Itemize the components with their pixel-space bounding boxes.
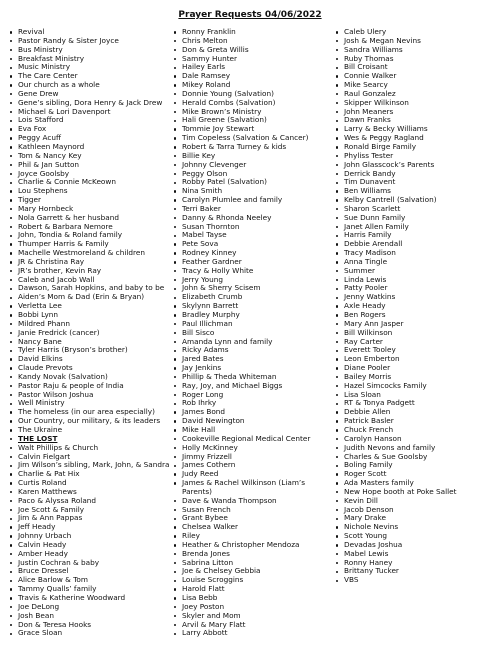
- prayer-request-item: Machelle Westmoreland & children: [8, 249, 169, 258]
- prayer-request-item: Bobbi Lynn: [8, 311, 169, 320]
- prayer-request-item: Mary Hornbeck: [8, 205, 169, 214]
- prayer-request-item: Don & Greta Willis: [172, 46, 310, 55]
- prayer-request-item: Lisa Sloan: [334, 391, 457, 400]
- prayer-request-item: The Ukraine: [8, 426, 169, 435]
- prayer-request-item: Alice Barlow & Tom: [8, 576, 169, 585]
- prayer-request-item: Danny & Rhonda Neeley: [172, 214, 310, 223]
- prayer-request-item: Joyce Goolsby: [8, 170, 169, 179]
- prayer-request-item: New Hope booth at Poke Sallet: [334, 488, 457, 497]
- prayer-request-item: Sharon Scarlett: [334, 205, 457, 214]
- page-title: Prayer Requests 04/06/2022: [178, 10, 322, 20]
- prayer-request-item: Mabel Lewis: [334, 550, 457, 559]
- prayer-request-item: Jim & Ann Pappas: [8, 514, 169, 523]
- prayer-request-item: Kelby Cantrell (Salvation): [334, 196, 457, 205]
- prayer-request-item: Calvin Heady: [8, 541, 169, 550]
- prayer-request-item: Anna Tingle: [334, 258, 457, 267]
- prayer-request-item: Axle Heady: [334, 302, 457, 311]
- prayer-request-item: Linda Lewis: [334, 276, 457, 285]
- prayer-request-item: Ben Williams: [334, 187, 457, 196]
- prayer-request-item: Jay Jenkins: [172, 364, 310, 373]
- section-heading-the-lost: THE LOST: [8, 435, 169, 444]
- prayer-request-item: Tim Copeless (Salvation & Cancer): [172, 134, 310, 143]
- prayer-request-item: Diane Pooler: [334, 364, 457, 373]
- prayer-request-item: Wes & Peggy Ragland: [334, 134, 457, 143]
- prayer-request-item: Nina Smith: [172, 187, 310, 196]
- prayer-request-item: James Cothern: [172, 461, 310, 470]
- prayer-request-item: The Care Center: [8, 72, 169, 81]
- prayer-request-item: Jenny Watkins: [334, 293, 457, 302]
- prayer-request-item: Pastor Raju & people of India: [8, 382, 169, 391]
- prayer-request-item: Michael & Lori Davenport: [8, 108, 169, 117]
- prayer-request-item: Mabel Tayse: [172, 231, 310, 240]
- prayer-request-item: Chuck French: [334, 426, 457, 435]
- prayer-request-item: Ronald Birge Family: [334, 143, 457, 152]
- prayer-request-item: Devadas Joshua: [334, 541, 457, 550]
- prayer-request-item: Tammy Qualls’ family: [8, 585, 169, 594]
- prayer-request-item: Judy Reed: [172, 470, 310, 479]
- prayer-request-item: Janie Fredrick (cancer): [8, 329, 169, 338]
- prayer-request-item: Amanda Lynn and family: [172, 338, 310, 347]
- prayer-request-item: James & Rachel Wilkinson (Liam’s: [172, 479, 310, 488]
- prayer-request-item: RT & Tonya Padgett: [334, 399, 457, 408]
- prayer-request-item: Terri Baker: [172, 205, 310, 214]
- prayer-request-item: Revival: [8, 28, 169, 37]
- prayer-list-column-3: [334, 28, 457, 585]
- prayer-request-item: Phyliss Tester: [334, 152, 457, 161]
- prayer-request-item: Justin Cochran & baby: [8, 559, 169, 568]
- prayer-request-item: Bradley Murphy: [172, 311, 310, 320]
- prayer-request-item: Brenda Jones: [172, 550, 310, 559]
- prayer-request-item: Amber Heady: [8, 550, 169, 559]
- prayer-request-item: Carolyn Hanson: [334, 435, 457, 444]
- prayer-request-item: Well Ministry: [8, 399, 169, 408]
- prayer-request-item: Hali Greene (Salvation): [172, 116, 310, 125]
- prayer-request-item: Jared Bates: [172, 355, 310, 364]
- prayer-request-item: Grant Bybee: [172, 514, 310, 523]
- prayer-request-item: Roger Long: [172, 391, 310, 400]
- prayer-request-item: Thumper Harris & Family: [8, 240, 169, 249]
- prayer-request-item: Gene Drew: [8, 90, 169, 99]
- prayer-request-item: Rob Ihrky: [172, 399, 310, 408]
- prayer-request-item: Dale Ramsey: [172, 72, 310, 81]
- prayer-request-item: Tommie Joy Stewart: [172, 125, 310, 134]
- prayer-request-item: Summer: [334, 267, 457, 276]
- prayer-request-item: Tracy Madison: [334, 249, 457, 258]
- prayer-request-item: Joe & Chelsey Gebbia: [172, 567, 310, 576]
- prayer-request-item: Ray Carter: [334, 338, 457, 347]
- prayer-request-item: JR & Christina Ray: [8, 258, 169, 267]
- prayer-request-item: Mary Ann Jasper: [334, 320, 457, 329]
- prayer-request-item: Ruby Thomas: [334, 55, 457, 64]
- prayer-request-item: Skyler and Mom: [172, 612, 310, 621]
- prayer-request-item: Gene’s sibling, Dora Henry & Jack Drew: [8, 99, 169, 108]
- prayer-list-column-2: [172, 28, 310, 638]
- prayer-request-item: Mildred Phann: [8, 320, 169, 329]
- prayer-request-item: Debbie Allen: [334, 408, 457, 417]
- prayer-request-item: Patty Pooler: [334, 284, 457, 293]
- prayer-request-item: Dave & Wanda Thompson: [172, 497, 310, 506]
- prayer-request-item: The homeless (in our area especially): [8, 408, 169, 417]
- prayer-request-item: Walt Phillips & Church: [8, 444, 169, 453]
- prayer-request-item: Robby Patel (Salvation): [172, 178, 310, 187]
- prayer-request-item: Elizabeth Crumb: [172, 293, 310, 302]
- prayer-request-item: Cookeville Regional Medical Center: [172, 435, 310, 444]
- prayer-request-item: Ronny Franklin: [172, 28, 310, 37]
- prayer-request-item: Riley: [172, 532, 310, 541]
- prayer-request-item: JR’s brother, Kevin Ray: [8, 267, 169, 276]
- prayer-request-item: Herald Combs (Salvation): [172, 99, 310, 108]
- prayer-request-item: Pete Sova: [172, 240, 310, 249]
- prayer-request-item: Joe DeLong: [8, 603, 169, 612]
- prayer-request-item: Hailey Earls: [172, 63, 310, 72]
- prayer-request-item: Pastor Wilson Joshua: [8, 391, 169, 400]
- prayer-request-item: John & Sherry Scisem: [172, 284, 310, 293]
- prayer-request-item: Hazel Simcocks Family: [334, 382, 457, 391]
- prayer-request-item: Kevin Dill: [334, 497, 457, 506]
- prayer-request-item: Paco & Alyssa Roland: [8, 497, 169, 506]
- prayer-request-item: Ada Masters family: [334, 479, 457, 488]
- prayer-request-item: Claude Prevots: [8, 364, 169, 373]
- prayer-request-item: Lisa Bebb: [172, 594, 310, 603]
- prayer-request-item: Mikey Roland: [172, 81, 310, 90]
- prayer-request-item: Harold Flatt: [172, 585, 310, 594]
- prayer-request-item: Susan Thornton: [172, 223, 310, 232]
- prayer-request-item: Charles & Sue Goolsby: [334, 453, 457, 462]
- prayer-request-item: Robert & Barbara Nemore: [8, 223, 169, 232]
- prayer-request-item: Charlie & Connie McKeown: [8, 178, 169, 187]
- prayer-request-item: Pastor Randy & Sister Joyce: [8, 37, 169, 46]
- prayer-request-item: Harris Family: [334, 231, 457, 240]
- prayer-request-item: Mike Searcy: [334, 81, 457, 90]
- prayer-request-item: James Bond: [172, 408, 310, 417]
- prayer-request-item: Everett Tooley: [334, 346, 457, 355]
- prayer-request-item: Scott Young: [334, 532, 457, 541]
- prayer-request-item: Jimmy Frizzell: [172, 453, 310, 462]
- prayer-request-item: Dawson, Sarah Hopkins, and baby to be: [8, 284, 169, 293]
- prayer-request-item: Phillip & Theda Whiteman: [172, 373, 310, 382]
- prayer-request-item: Aiden’s Mom & Dad (Erin & Bryan): [8, 293, 169, 302]
- prayer-request-item: Skylynn Barrett: [172, 302, 310, 311]
- prayer-request-item: Donnie Young (Salvation): [172, 90, 310, 99]
- prayer-request-item: Verletta Lee: [8, 302, 169, 311]
- prayer-request-item: David Newington: [172, 417, 310, 426]
- prayer-request-item: Leon Emberton: [334, 355, 457, 364]
- prayer-request-item: Our Country, our military, & its leaders: [8, 417, 169, 426]
- prayer-request-item: Susan French: [172, 506, 310, 515]
- prayer-request-item: Jerry Young: [172, 276, 310, 285]
- prayer-request-item: John, Tondia & Roland family: [8, 231, 169, 240]
- prayer-request-item: Peggy Olson: [172, 170, 310, 179]
- prayer-request-item: Joey Poston: [172, 603, 310, 612]
- prayer-request-item: John Meaners: [334, 108, 457, 117]
- prayer-request-item: Karen Matthews: [8, 488, 169, 497]
- prayer-request-item: Johnny Clevenger: [172, 161, 310, 170]
- prayer-request-item: Robert & Tarra Turney & kids: [172, 143, 310, 152]
- prayer-request-item: Derrick Bandy: [334, 170, 457, 179]
- prayer-request-item: Dawn Franks: [334, 116, 457, 125]
- prayer-request-item: Nichole Nevins: [334, 523, 457, 532]
- prayer-request-item: Johnny Urbach: [8, 532, 169, 541]
- prayer-request-item: Bus Ministry: [8, 46, 169, 55]
- prayer-request-item: Tracy & Holly White: [172, 267, 310, 276]
- prayer-request-item: Don & Teresa Hooks: [8, 621, 169, 630]
- prayer-request-item: Bill Sisco: [172, 329, 310, 338]
- prayer-request-item: Connie Walker: [334, 72, 457, 81]
- prayer-request-item: Patrick Basler: [334, 417, 457, 426]
- prayer-request-item: Sammy Hunter: [172, 55, 310, 64]
- prayer-request-item: Travis & Katherine Woodward: [8, 594, 169, 603]
- prayer-request-item: Mike Brown’s Ministry: [172, 108, 310, 117]
- prayer-request-item: Brittany Tucker: [334, 567, 457, 576]
- prayer-request-item: Heather & Christopher Mendoza: [172, 541, 310, 550]
- prayer-request-item: Sabrina Litton: [172, 559, 310, 568]
- prayer-request-item: Joe Scott & Family: [8, 506, 169, 515]
- prayer-request-item: Larry & Becky Williams: [334, 125, 457, 134]
- prayer-request-item: Ben Rogers: [334, 311, 457, 320]
- prayer-request-item: Kandy Novak (Salvation): [8, 373, 169, 382]
- prayer-request-item: David Elkins: [8, 355, 169, 364]
- prayer-request-item: Roger Scott: [334, 470, 457, 479]
- prayer-request-item: Jacob Denson: [334, 506, 457, 515]
- prayer-request-item: Jeff Heady: [8, 523, 169, 532]
- prayer-request-item: Josh Bean: [8, 612, 169, 621]
- prayer-request-item: Janet Allen Family: [334, 223, 457, 232]
- prayer-request-item: VBS: [334, 576, 457, 585]
- prayer-request-item: Chris Melton: [172, 37, 310, 46]
- prayer-request-item: Debbie Arendall: [334, 240, 457, 249]
- prayer-request-item: Feather Gardner: [172, 258, 310, 267]
- prayer-request-item: Kathleen Maynord: [8, 143, 169, 152]
- prayer-request-item: Grace Sloan: [8, 629, 169, 638]
- prayer-request-item: Ricky Adams: [172, 346, 310, 355]
- prayer-request-item: Tyler Harris (Bryson’s brother): [8, 346, 169, 355]
- prayer-request-item: Parents): [182, 486, 213, 496]
- prayer-request-item: Sandra Williams: [334, 46, 457, 55]
- prayer-request-item: Tom & Nancy Key: [8, 152, 169, 161]
- prayer-request-item: Arvil & Mary Flatt: [172, 621, 310, 630]
- prayer-request-item: Bailey Morris: [334, 373, 457, 382]
- prayer-request-item: Raul Gonzalez: [334, 90, 457, 99]
- prayer-request-item: Sue Dunn Family: [334, 214, 457, 223]
- prayer-request-item: Our church as a whole: [8, 81, 169, 90]
- prayer-request-item: Caleb and Jacob Wall: [8, 276, 169, 285]
- prayer-request-item: Bruce Dressel: [8, 567, 169, 576]
- prayer-request-item: Ronny Haney: [334, 559, 457, 568]
- prayer-request-item: Ray, Joy, and Michael Biggs: [172, 382, 310, 391]
- prayer-request-item: Breakfast Ministry: [8, 55, 169, 64]
- prayer-request-item: Boling Family: [334, 461, 457, 470]
- prayer-request-item: Caleb Ulery: [334, 28, 457, 37]
- prayer-request-item: Jim Wilson’s sibling, Mark, John, & Sandra: [8, 461, 169, 470]
- prayer-request-item: Phil & Jan Sutton: [8, 161, 169, 170]
- prayer-request-item: Eva Fox: [8, 125, 169, 134]
- prayer-request-item: Holly McKinney: [172, 444, 310, 453]
- prayer-request-item: Lois Stafford: [8, 116, 169, 125]
- prayer-request-item: Rodney Kinney: [172, 249, 310, 258]
- prayer-request-item: Billie Key: [172, 152, 310, 161]
- prayer-request-item: Josh & Megan Nevins: [334, 37, 457, 46]
- prayer-request-item: Skipper Wilkinson: [334, 99, 457, 108]
- prayer-request-item: Mary Drake: [334, 514, 457, 523]
- prayer-request-item: Louise Scroggins: [172, 576, 310, 585]
- prayer-request-item: Lou Stephens: [8, 187, 169, 196]
- prayer-request-item: Calvin Fielgart: [8, 453, 169, 462]
- prayer-request-item: Judith Nevons and family: [334, 444, 457, 453]
- prayer-request-item: Music Ministry: [8, 63, 169, 72]
- prayer-request-item: Nola Garrett & her husband: [8, 214, 169, 223]
- prayer-request-item: John Glasscock’s Parents: [334, 161, 457, 170]
- prayer-request-item: Tigger: [8, 196, 169, 205]
- prayer-request-item: Peggy Acuff: [8, 134, 169, 143]
- prayer-list-column-1: [8, 28, 169, 638]
- prayer-request-item: Chelsea Walker: [172, 523, 310, 532]
- prayer-request-item: Paul Illichman: [172, 320, 310, 329]
- prayer-request-item: Larry Abbott: [172, 629, 310, 638]
- prayer-request-item: Tim Dunavent: [334, 178, 457, 187]
- prayer-request-item: Nancy Bane: [8, 338, 169, 347]
- prayer-request-item: Bill Croisant: [334, 63, 457, 72]
- prayer-request-item: Carolyn Plumlee and family: [172, 196, 310, 205]
- prayer-request-item: Bill Wilkinson: [334, 329, 457, 338]
- prayer-request-item: Curtis Roland: [8, 479, 169, 488]
- prayer-request-item: Mike Hall: [172, 426, 310, 435]
- prayer-request-item: Charlie & Pat Hix: [8, 470, 169, 479]
